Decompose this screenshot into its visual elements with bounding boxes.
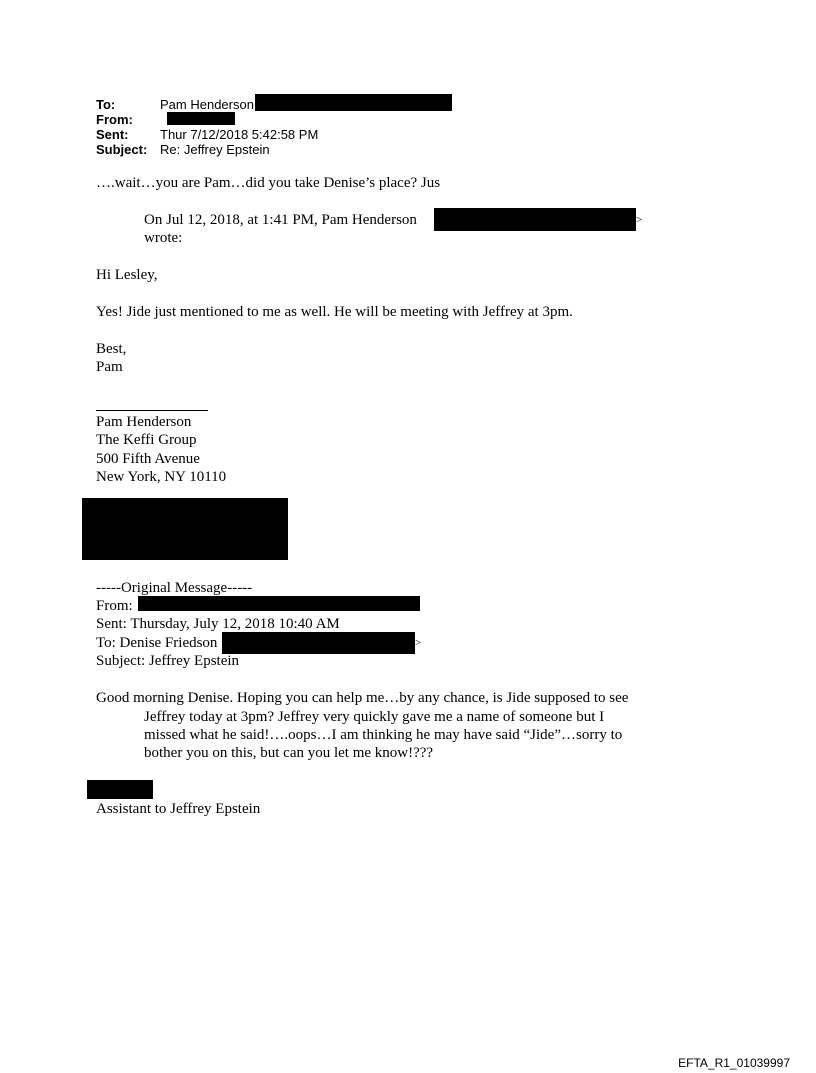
redaction-signature-block — [82, 498, 288, 560]
original-body-line1: Good morning Denise. Hoping you can help me…by any chance, is Jide supposed to see — [96, 690, 629, 706]
message: Yes! Jide just mentioned to me as well. He will be meeting with Jeffrey at 3pm. — [96, 304, 573, 320]
to-label: To: — [96, 97, 116, 112]
sent-value: Thur 7/12/2018 5:42:58 PM — [160, 127, 319, 142]
quote-line1: On Jul 12, 2018, at 1:41 PM, Pam Henderson — [144, 212, 417, 228]
to-value: Pam Henderson — [160, 97, 254, 112]
original-body-line3: missed what he said!….oops…I am thinking he may have said “Jide”…sorry to — [144, 727, 623, 743]
signature-address2: New York, NY 10110 — [96, 469, 227, 485]
redaction-original-to — [222, 632, 415, 654]
signature-rule — [96, 410, 208, 411]
greeting: Hi Lesley, — [96, 267, 158, 283]
sender-name: Pam — [96, 359, 123, 375]
closing: Best, — [96, 341, 127, 357]
redaction-to-email — [255, 94, 452, 111]
sent-label: Sent: — [96, 127, 129, 142]
quote-line1-tail: > — [636, 214, 643, 226]
signature-name: Pam Henderson — [96, 414, 192, 430]
signature-address1: 500 Fifth Avenue — [96, 451, 200, 467]
original-body-line2: Jeffrey today at 3pm? Jeffrey very quickly gave me a name of someone but I — [144, 709, 605, 725]
original-to: To: Denise Friedson — [96, 635, 218, 651]
original-from-label: From: — [96, 598, 133, 614]
reply-line: ….wait…you are Pam…did you take Denise’s place? Jus — [96, 175, 441, 191]
subject-label: Subject: — [96, 142, 148, 157]
original-subject: Subject: Jeffrey Epstein — [96, 653, 240, 669]
redaction-quote-email — [434, 208, 636, 231]
signature-company: The Keffi Group — [96, 432, 197, 448]
subject-value: Re: Jeffrey Epstein — [160, 142, 270, 157]
from-label: From: — [96, 112, 133, 127]
document-id: EFTA_R1_01039997 — [678, 1056, 790, 1070]
original-to-tail: > — [415, 637, 422, 649]
original-body-line4: bother you on this, but can you let me know!??? — [144, 745, 434, 761]
redaction-from — [167, 112, 235, 125]
redaction-original-from — [138, 596, 420, 611]
quote-line2: wrote: — [144, 230, 183, 246]
redaction-sender-name — [87, 780, 153, 799]
original-message-title: -----Original Message----- — [96, 580, 253, 596]
original-signature-title: Assistant to Jeffrey Epstein — [96, 801, 261, 817]
original-sent: Sent: Thursday, July 12, 2018 10:40 AM — [96, 616, 340, 632]
